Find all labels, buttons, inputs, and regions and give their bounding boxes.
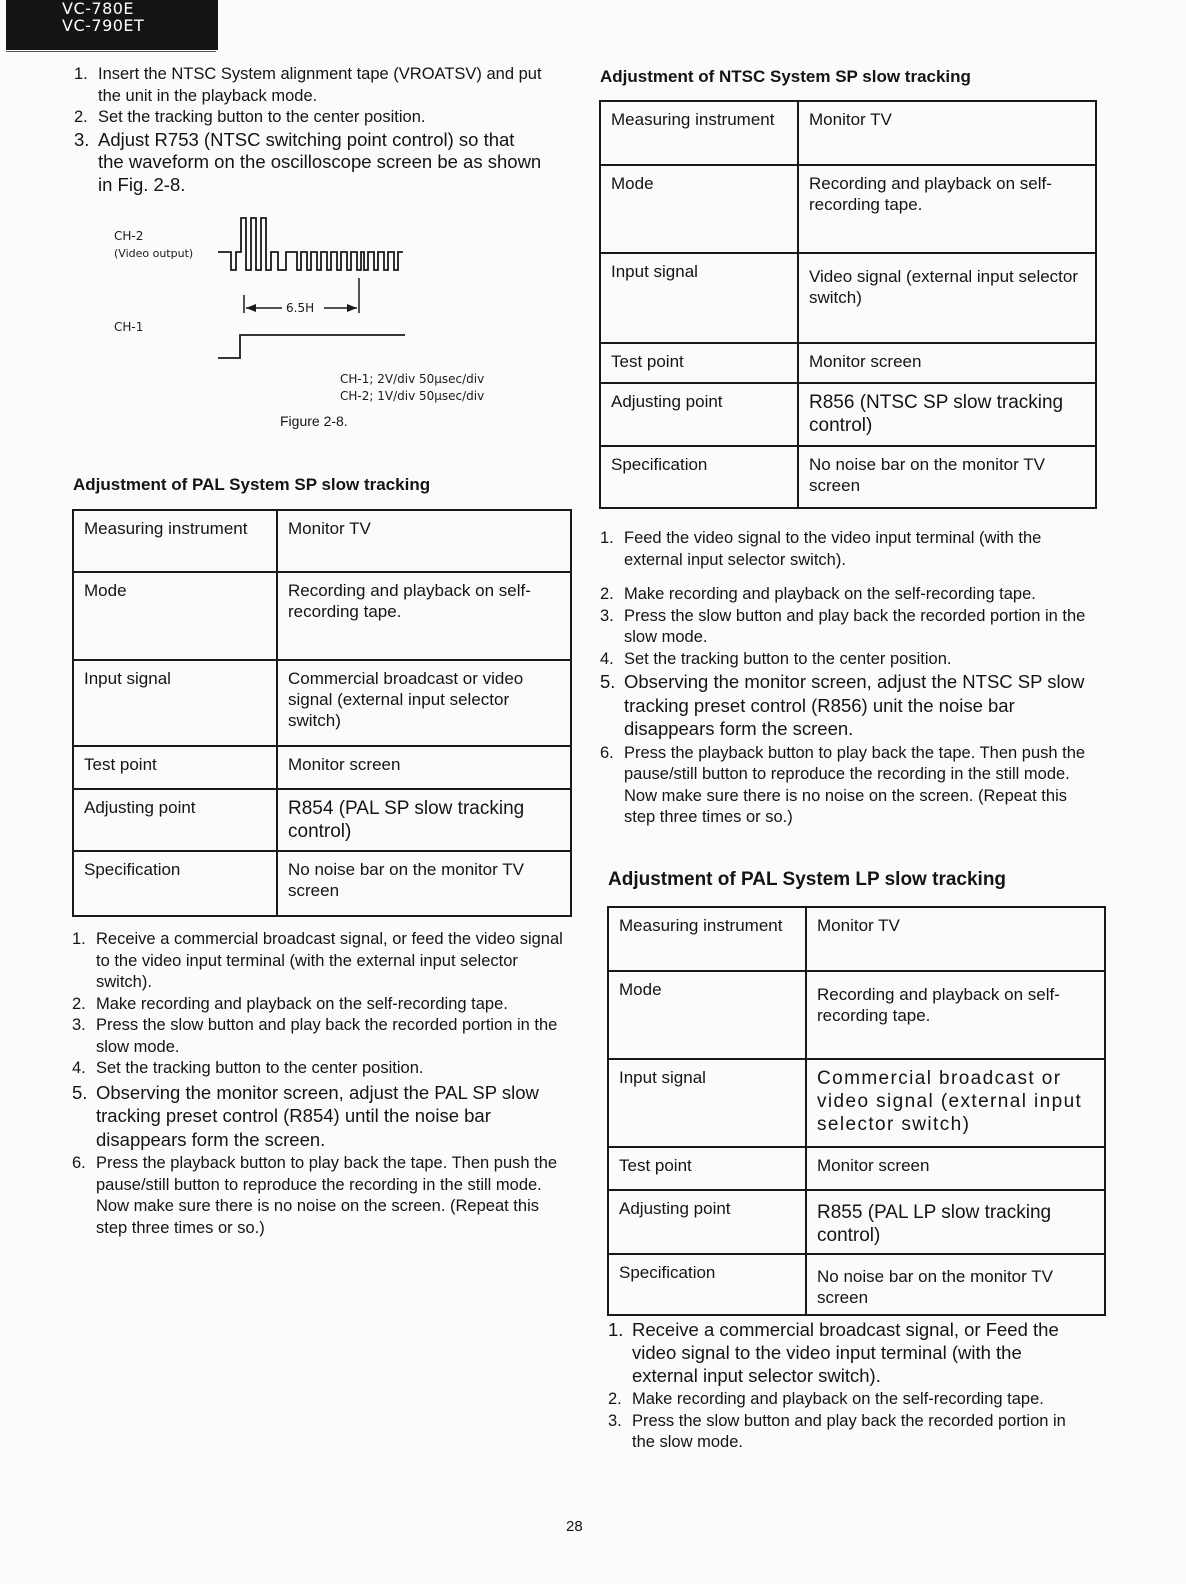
table-value: No noise bar on the monitor TV screen — [806, 1254, 1105, 1315]
model-name: VC-790ET — [62, 16, 145, 35]
list-item: 2. Make recording and playback on the self-recording tape. — [600, 585, 1036, 603]
table-row — [73, 660, 571, 746]
figure-caption: Figure 2-8. — [280, 413, 348, 429]
list-item: 3. Adjust R753 (NTSC switching point control) so that the waveform on the oscilloscope screen be as shown in Fig. 2-8. — [74, 128, 542, 195]
scale-ch1: CH-1; 2V/div 50µsec/div — [340, 372, 485, 386]
scale-ch2: CH-2; 1V/div 50µsec/div — [340, 389, 485, 403]
table-label: Adjusting point — [608, 1190, 806, 1254]
list-item: 1. Feed the video signal to the video input terminal (with the external input selector switch). — [600, 529, 1042, 569]
table-value: Commercial broadcast or video signal (external input selector switch) — [277, 660, 571, 746]
table-row — [608, 1147, 1105, 1190]
ch1-label: CH-1 — [114, 320, 144, 334]
model-name: VC-780E — [62, 0, 135, 18]
ch2-sublabel: (Video output) — [114, 247, 194, 260]
waveform-figure — [100, 200, 540, 435]
table-value: R855 (PAL LP slow tracking control) — [806, 1190, 1105, 1254]
list-item: 3. Press the slow button and play back the recorded portion in the slow mode. — [608, 1411, 1066, 1451]
ntsc-switching-steps — [74, 64, 544, 196]
pal-lp-table — [607, 906, 1106, 1316]
table-label: Input signal — [608, 1059, 806, 1147]
table-value: Monitor TV — [798, 101, 1096, 165]
header-rule — [6, 51, 216, 52]
ch2-label: CH-2 — [114, 229, 144, 243]
table-value: No noise bar on the monitor TV screen — [277, 851, 571, 916]
list-item: 2. Make recording and playback on the self-recording tape. — [72, 994, 508, 1013]
list-item: 2. Set the tracking button to the center position. — [74, 108, 426, 126]
table-label: Adjusting point — [600, 383, 798, 446]
model-header — [6, 0, 218, 50]
table-value: Recording and playback on self-recording tape. — [277, 572, 571, 660]
table-row — [608, 907, 1105, 971]
table-label: Specification — [600, 446, 798, 508]
table-label: Input signal — [600, 253, 798, 343]
table-label: Adjusting point — [73, 789, 277, 851]
ntsc-sp-heading: Adjustment of NTSC System SP slow tracking — [600, 67, 971, 86]
list-item: 1. Insert the NTSC System alignment tape (VROATSV) and put the unit in the playback mode. — [74, 65, 542, 105]
page-number: 28 — [566, 1518, 583, 1535]
table-value: Monitor screen — [277, 746, 571, 789]
list-item: 6. Press the playback button to play back the tape. Then push the pause/still button to reproduce the recording in the still mode. Now make sure there is no noise on the screen. (Repeat this step three times or so.) — [72, 1154, 558, 1237]
list-item: 4. Set the tracking button to the center position. — [72, 1059, 424, 1077]
table-row — [608, 971, 1105, 1059]
table-value: Recording and playback on self-recording tape. — [806, 971, 1105, 1059]
list-item: 1. Receive a commercial broadcast signal, or feed the video signal to the video input terminal (with the external input selector switch). — [72, 930, 563, 991]
list-item: 5. Observing the monitor screen, adjust the PAL SP slow tracking preset control (R854) until the noise bar disappears form the screen. — [72, 1081, 539, 1150]
pal-lp-heading: Adjustment of PAL System LP slow tracking — [608, 869, 1007, 890]
table-label: Test point — [608, 1147, 806, 1190]
table-label: Measuring instrument — [73, 510, 277, 572]
table-value: R856 (NTSC SP slow tracking control) — [798, 383, 1096, 446]
table-row — [73, 789, 571, 851]
table-value: Video signal (external input selector switch) — [798, 253, 1096, 343]
table-row — [600, 253, 1096, 343]
ch2-waveform — [218, 218, 403, 270]
table-label: Specification — [73, 851, 277, 916]
pal-sp-table — [72, 509, 572, 917]
table-row — [73, 572, 571, 660]
table-value: Monitor TV — [806, 907, 1105, 971]
pal-sp-steps — [72, 929, 564, 1239]
ch1-waveform — [218, 335, 405, 358]
table-label: Measuring instrument — [608, 907, 806, 971]
interval-label: 6.5H — [286, 301, 315, 315]
table-value: R854 (PAL SP slow tracking control) — [277, 789, 571, 851]
list-item: 3. Press the slow button and play back the recorded portion in the slow mode. — [72, 1016, 558, 1056]
table-row — [73, 851, 571, 916]
list-item: 3. Press the slow button and play back the recorded portion in the slow mode. — [600, 606, 1086, 646]
ntsc-sp-steps — [600, 528, 1088, 829]
list-item: 2. Make recording and playback on the self-recording tape. — [608, 1390, 1044, 1408]
table-label: Measuring instrument — [600, 101, 798, 165]
table-label: Specification — [608, 1254, 806, 1315]
table-value: Recording and playback on self-recording tape. — [798, 165, 1096, 253]
table-row — [600, 101, 1096, 165]
table-value: Monitor TV — [277, 510, 571, 572]
table-row — [600, 383, 1096, 446]
arrow-head — [246, 304, 256, 312]
table-value: Monitor screen — [806, 1147, 1105, 1190]
ntsc-sp-table — [599, 100, 1097, 509]
table-row — [608, 1190, 1105, 1254]
list-item: 1. Receive a commercial broadcast signal, or Feed the video signal to the video input terminal (with the external input selector switch). — [608, 1319, 1059, 1386]
table-label: Mode — [600, 165, 798, 253]
list-item: 6. Press the playback button to play back the tape. Then push the pause/still button to reproduce the recording in the still mode. Now make sure there is no noise on the screen. (Repeat this step three times or so.) — [600, 743, 1086, 826]
table-value: Monitor screen — [798, 343, 1096, 383]
table-row — [608, 1059, 1105, 1147]
table-label: Test point — [600, 343, 798, 383]
list-item: 5. Observing the monitor screen, adjust the NTSC SP slow tracking preset control (R856) unit the noise bar disappears form the screen. — [600, 671, 1085, 739]
table-row — [600, 446, 1096, 508]
table-value: Commercial broadcast or video signal (external input selector switch) — [806, 1059, 1105, 1147]
pal-lp-steps — [608, 1318, 1078, 1454]
table-row — [73, 746, 571, 789]
table-row — [600, 165, 1096, 253]
pal-sp-heading: Adjustment of PAL System SP slow tracking — [73, 475, 431, 494]
table-label: Mode — [73, 572, 277, 660]
table-label: Mode — [608, 971, 806, 1059]
table-row — [73, 510, 571, 572]
table-label: Test point — [73, 746, 277, 789]
table-label: Input signal — [73, 660, 277, 746]
table-row — [600, 343, 1096, 383]
table-row — [608, 1254, 1105, 1315]
arrow-head — [347, 304, 357, 312]
table-value: No noise bar on the monitor TV screen — [798, 446, 1096, 508]
list-item: 4. Set the tracking button to the center position. — [600, 649, 952, 668]
